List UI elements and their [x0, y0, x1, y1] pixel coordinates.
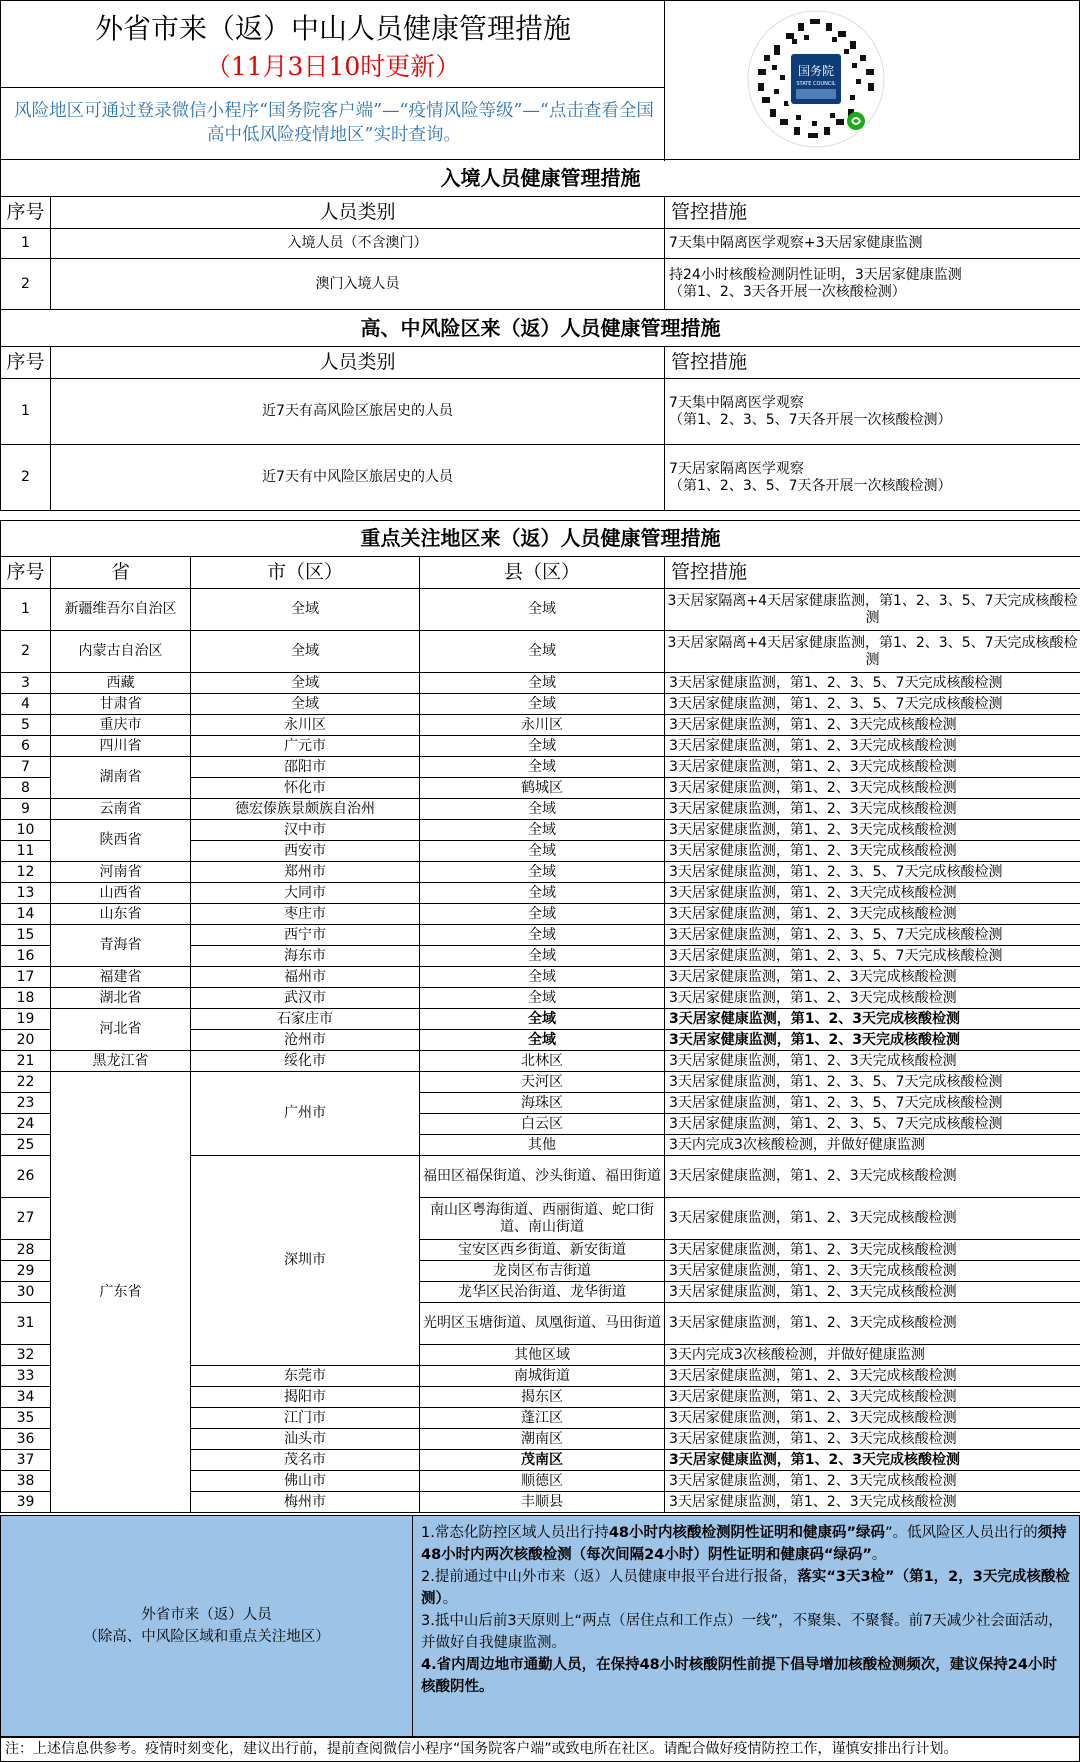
measures: 3天居家健康监测，第1、2、3、5、7天完成核酸检测	[665, 1072, 1080, 1093]
city: 海东市	[191, 946, 420, 967]
city: 枣庄市	[191, 904, 420, 925]
county: 顺德区	[420, 1471, 665, 1492]
col-no: 序号	[1, 557, 51, 589]
row-no: 14	[1, 904, 51, 925]
city: 全域	[191, 631, 420, 673]
measure-line: 7天集中隔离医学观察	[669, 394, 804, 411]
city: 永川区	[191, 715, 420, 736]
county: 全域	[420, 589, 665, 631]
measures: 3天居家健康监测，第1、2、3、5、7天完成核酸检测	[665, 946, 1080, 967]
qr-code-icon[interactable]	[746, 9, 886, 149]
col-category: 人员类别	[51, 197, 665, 229]
province: 黑龙江省	[51, 1051, 191, 1072]
measures: 3天居家健康监测，第1、2、3天完成核酸检测	[665, 757, 1080, 778]
row-no: 29	[1, 1261, 51, 1282]
measures: 3天居家健康监测，第1、2、3天完成核酸检测	[665, 820, 1080, 841]
province: 新疆维吾尔自治区	[51, 589, 191, 631]
row-no: 35	[1, 1408, 51, 1429]
county: 天河区	[420, 1072, 665, 1093]
measures: 3天居家健康监测，第1、2、3、5、7天完成核酸检测	[665, 925, 1080, 946]
province: 四川省	[51, 736, 191, 757]
row-category: 澳门入境人员	[51, 259, 665, 310]
qr-logo-text: 国务院	[797, 64, 835, 78]
row-no: 21	[1, 1051, 51, 1072]
county: 北林区	[420, 1051, 665, 1072]
text: 。	[871, 1547, 887, 1563]
measures: 3天居家健康监测，第1、2、3天完成核酸检测	[665, 1030, 1080, 1051]
measures: 3天居家隔离+4天居家健康监测，第1、2、3、5、7天完成核酸检测	[665, 589, 1080, 631]
row-no: 25	[1, 1135, 51, 1156]
province: 甘肃省	[51, 694, 191, 715]
col-county: 县（区）	[420, 557, 665, 589]
header-left	[1, 1, 665, 161]
query-note: 风险地区可通过登录微信小程序“国务院客户端”—“疫情风险等级”—“点击查看全国高中低风险疫情地区”实时查询。	[14, 101, 654, 145]
table-row	[1, 862, 1080, 883]
row-no: 28	[1, 1240, 51, 1261]
measures: 3天居家健康监测，第1、2、3天完成核酸检测	[665, 1492, 1080, 1513]
measures: 3天居家健康监测，第1、2、3天完成核酸检测	[665, 1387, 1080, 1408]
measures: 3天居家健康监测，第1、2、3天完成核酸检测	[665, 1282, 1080, 1303]
province: 陕西省	[51, 820, 191, 862]
county: 全域	[420, 988, 665, 1009]
measures: 3天居家健康监测，第1、2、3天完成核酸检测	[665, 988, 1080, 1009]
measures: 3天居家健康监测，第1、2、3天完成核酸检测	[665, 1366, 1080, 1387]
row-measures	[665, 259, 1080, 310]
measures: 3天居家健康监测，第1、2、3天完成核酸检测	[665, 1198, 1080, 1240]
row-no: 1	[1, 379, 51, 445]
measures: 3天居家健康监测，第1、2、3天完成核酸检测	[665, 883, 1080, 904]
table-row	[1, 631, 1080, 673]
general-measures-text	[413, 1522, 1077, 1698]
province: 广东省	[51, 1072, 191, 1513]
city: 石家庄市	[191, 1009, 420, 1030]
city: 西安市	[191, 841, 420, 862]
measures: 3天居家健康监测，第1、2、3天完成核酸检测	[665, 1051, 1080, 1072]
province: 云南省	[51, 799, 191, 820]
table-row	[1, 904, 1080, 925]
measure-line: （第1、2、3天各开展一次核酸检测）	[669, 284, 906, 300]
city: 广州市	[191, 1072, 420, 1156]
measures: 3天居家健康监测，第1、2、3天完成核酸检测	[665, 799, 1080, 820]
section-title-risk: 高、中风险区来（返）人员健康管理措施	[1, 310, 1080, 347]
city: 汉中市	[191, 820, 420, 841]
page-title: 外省市来（返）中山人员健康管理措施	[94, 12, 571, 45]
col-no: 序号	[1, 347, 51, 379]
province: 重庆市	[51, 715, 191, 736]
city: 沧州市	[191, 1030, 420, 1051]
row-no: 2	[1, 445, 51, 511]
row-no: 2	[1, 631, 51, 673]
measure-line: （第1、2、3、5、7天各开展一次核酸检测）	[669, 411, 952, 428]
table-row	[1, 736, 1080, 757]
county: 白云区	[420, 1114, 665, 1135]
row-no: 13	[1, 883, 51, 904]
row-no: 22	[1, 1072, 51, 1093]
county: 全域	[420, 673, 665, 694]
row-measures	[665, 379, 1080, 445]
row-no: 10	[1, 820, 51, 841]
measures: 3天居家健康监测，第1、2、3天完成核酸检测	[665, 736, 1080, 757]
county: 全域	[420, 946, 665, 967]
county: 南城街道	[420, 1366, 665, 1387]
city: 佛山市	[191, 1471, 420, 1492]
city: 全域	[191, 673, 420, 694]
province: 湖南省	[51, 757, 191, 799]
county: 其他区域	[420, 1345, 665, 1366]
county: 全域	[420, 631, 665, 673]
city: 全域	[191, 694, 420, 715]
county: 全域	[420, 1030, 665, 1051]
county: 全域	[420, 883, 665, 904]
text: 48小时内核酸检测阴性证明和健康码”绿码	[608, 1525, 886, 1541]
footer-note: 注：上述信息供参考。疫情时刻变化，建议出行前，提前查阅微信小程序“国务院客户端”或致电所在社区。请配合做好疫情防控工作，谨慎安排出行计划。	[0, 1737, 1080, 1762]
city: 东莞市	[191, 1366, 420, 1387]
row-no: 32	[1, 1345, 51, 1366]
row-no: 19	[1, 1009, 51, 1030]
county: 南山区粤海街道、西丽街道、蛇口街道、南山街道	[420, 1198, 665, 1240]
col-measures: 管控措施	[665, 557, 1080, 589]
county: 永川区	[420, 715, 665, 736]
county: 揭东区	[420, 1387, 665, 1408]
city: 郑州市	[191, 862, 420, 883]
province: 西藏	[51, 673, 191, 694]
measures: 3天居家健康监测，第1、2、3天完成核酸检测	[665, 1450, 1080, 1471]
row-no: 18	[1, 988, 51, 1009]
province: 福建省	[51, 967, 191, 988]
measures: 3天居家健康监测，第1、2、3、5、7天完成核酸检测	[665, 862, 1080, 883]
city: 德宏傣族景颇族自治州	[191, 799, 420, 820]
measures: 3天居家健康监测，第1、2、3、5、7天完成核酸检测	[665, 673, 1080, 694]
row-no: 16	[1, 946, 51, 967]
city: 汕头市	[191, 1429, 420, 1450]
col-province: 省	[51, 557, 191, 589]
table-row	[1, 379, 1080, 445]
category-line: 外省市来（返）人员	[141, 1607, 272, 1623]
table-row	[1, 883, 1080, 904]
measures: 3天居家健康监测，第1、2、3天完成核酸检测	[665, 841, 1080, 862]
county: 全域	[420, 1009, 665, 1030]
text: 。	[442, 1591, 458, 1607]
row-no: 11	[1, 841, 51, 862]
county: 宝安区西乡街道、新安街道	[420, 1240, 665, 1261]
city: 广元市	[191, 736, 420, 757]
measures: 3天居家健康监测，第1、2、3、5、7天完成核酸检测	[665, 694, 1080, 715]
measure-line: 持24小时核酸检测阴性证明，3天居家健康监测	[669, 267, 962, 283]
category-line: （除高、中风险区域和重点关注地区）	[83, 1629, 330, 1645]
table-row	[1, 1051, 1080, 1072]
table-row	[1, 799, 1080, 820]
row-no: 34	[1, 1387, 51, 1408]
row-measures: 7天集中隔离医学观察+3天居家健康监测	[665, 229, 1080, 259]
table-row	[1, 1009, 1080, 1030]
province: 山东省	[51, 904, 191, 925]
key-area-table	[0, 520, 1080, 1513]
row-no: 8	[1, 778, 51, 799]
row-no: 33	[1, 1366, 51, 1387]
city: 梅州市	[191, 1492, 420, 1513]
county: 全域	[420, 862, 665, 883]
table-row	[1, 967, 1080, 988]
row-no: 4	[1, 694, 51, 715]
county: 全域	[420, 904, 665, 925]
measure-line: （第1、2、3、5、7天各开展一次核酸检测）	[669, 477, 952, 494]
city: 绥化市	[191, 1051, 420, 1072]
row-no: 39	[1, 1492, 51, 1513]
county: 福田区福保街道、沙头街道、福田街道	[420, 1156, 665, 1198]
col-no: 序号	[1, 197, 51, 229]
row-no: 26	[1, 1156, 51, 1198]
county: 全域	[420, 841, 665, 862]
row-no: 9	[1, 799, 51, 820]
measure-item	[421, 1566, 1071, 1610]
row-no: 3	[1, 673, 51, 694]
text: 落实“3天3检”	[797, 1569, 895, 1585]
general-measures-box	[0, 1515, 1080, 1737]
row-measures	[665, 445, 1080, 511]
city: 邵阳市	[191, 757, 420, 778]
text: （第1，2，3天完成核酸检测）	[421, 1569, 1070, 1607]
city: 西宁市	[191, 925, 420, 946]
county: 全域	[420, 820, 665, 841]
row-no: 27	[1, 1198, 51, 1240]
row-no: 1	[1, 229, 51, 259]
divider	[1, 87, 665, 88]
row-no: 7	[1, 757, 51, 778]
county: 海珠区	[420, 1093, 665, 1114]
measures: 3天居家健康监测，第1、2、3天完成核酸检测	[665, 1471, 1080, 1492]
city: 深圳市	[191, 1156, 420, 1366]
section-title-inbound: 入境人员健康管理措施	[1, 160, 1080, 197]
row-no: 5	[1, 715, 51, 736]
table-row	[1, 589, 1080, 631]
measure-item: 3.抵中山后前3天原则上“两点（居住点和工作点）一线”，不聚集、不聚餐。前7天减少社会面活动，并做好自我健康监测。	[421, 1613, 1063, 1651]
measures: 3天居家健康监测，第1、2、3天完成核酸检测	[665, 778, 1080, 799]
measures: 3天内完成3次核酸检测，并做好健康监测	[665, 1135, 1080, 1156]
county: 蓬江区	[420, 1408, 665, 1429]
measures: 3天居家健康监测，第1、2、3天完成核酸检测	[665, 1240, 1080, 1261]
table-row	[1, 925, 1080, 946]
province: 内蒙古自治区	[51, 631, 191, 673]
row-no: 6	[1, 736, 51, 757]
county: 潮南区	[420, 1429, 665, 1450]
city: 怀化市	[191, 778, 420, 799]
province: 青海省	[51, 925, 191, 967]
measure-item	[421, 1654, 1071, 1698]
measures: 3天居家健康监测，第1、2、3、5、7天完成核酸检测	[665, 1114, 1080, 1135]
measures: 3天居家健康监测，第1、2、3天完成核酸检测	[665, 1009, 1080, 1030]
measures: 3天居家健康监测，第1、2、3天完成核酸检测	[665, 1429, 1080, 1450]
row-no: 36	[1, 1429, 51, 1450]
city: 全域	[191, 589, 420, 631]
row-no: 12	[1, 862, 51, 883]
county: 丰顺县	[420, 1492, 665, 1513]
measures: 3天居家健康监测，第1、2、3、5、7天完成核酸检测	[665, 1093, 1080, 1114]
table-row	[1, 757, 1080, 778]
measures: 3天居家健康监测，第1、2、3天完成核酸检测	[665, 1408, 1080, 1429]
county: 全域	[420, 925, 665, 946]
qr-logo-subtext: STATE COUNCIL	[796, 81, 836, 87]
county: 全域	[420, 736, 665, 757]
row-no: 20	[1, 1030, 51, 1051]
col-measures: 管控措施	[665, 197, 1080, 229]
row-no: 1	[1, 589, 51, 631]
city: 茂名市	[191, 1450, 420, 1471]
measures: 3天居家健康监测，第1、2、3天完成核酸检测	[665, 904, 1080, 925]
county: 龙华区民治街道、龙华街道	[420, 1282, 665, 1303]
table-row	[1, 229, 1080, 259]
measures: 3天居家健康监测，第1、2、3天完成核酸检测	[665, 1261, 1080, 1282]
text: 2.提前通过中山外市来（返）人员健康申报平台进行报备，	[421, 1569, 798, 1585]
table-row	[1, 988, 1080, 1009]
row-category: 近7天有高风险区旅居史的人员	[51, 379, 665, 445]
table-row	[1, 445, 1080, 511]
update-time: （11月3日10时更新）	[205, 52, 461, 81]
county: 全域	[420, 967, 665, 988]
table-row	[1, 694, 1080, 715]
county: 光明区玉塘街道、凤凰街道、马田街道	[420, 1303, 665, 1345]
city: 揭阳市	[191, 1387, 420, 1408]
text: ”。低风险区人员出行的	[885, 1525, 1038, 1541]
section-title-key-areas: 重点关注地区来（返）人员健康管理措施	[1, 521, 1080, 557]
header	[0, 0, 1080, 160]
measures: 3天居家健康监测，第1、2、3天完成核酸检测	[665, 967, 1080, 988]
table-row	[1, 715, 1080, 736]
county: 全域	[420, 757, 665, 778]
row-no: 2	[1, 259, 51, 310]
col-measures: 管控措施	[665, 347, 1080, 379]
province: 山西省	[51, 883, 191, 904]
row-no: 15	[1, 925, 51, 946]
county: 龙岗区布吉街道	[420, 1261, 665, 1282]
row-no: 17	[1, 967, 51, 988]
city: 武汉市	[191, 988, 420, 1009]
measures: 3天居家健康监测，第1、2、3天完成核酸检测	[665, 1156, 1080, 1198]
row-no: 37	[1, 1450, 51, 1471]
row-no: 31	[1, 1303, 51, 1345]
city: 福州市	[191, 967, 420, 988]
measure-line: 7天居家隔离医学观察	[669, 460, 804, 477]
county: 鹤城区	[420, 778, 665, 799]
row-no: 24	[1, 1114, 51, 1135]
measures: 3天居家健康监测，第1、2、3天完成核酸检测	[665, 715, 1080, 736]
measures: 3天居家健康监测，第1、2、3天完成核酸检测	[665, 1303, 1080, 1345]
province: 河北省	[51, 1009, 191, 1051]
measures: 3天居家隔离+4天居家健康监测，第1、2、3、5、7天完成核酸检测	[665, 631, 1080, 673]
city: 大同市	[191, 883, 420, 904]
province: 湖北省	[51, 988, 191, 1009]
row-category: 入境人员（不含澳门）	[51, 229, 665, 259]
row-no: 30	[1, 1282, 51, 1303]
row-no: 23	[1, 1093, 51, 1114]
measure-item	[421, 1522, 1071, 1566]
measures: 3天内完成3次核酸检测，并做好健康监测	[665, 1345, 1080, 1366]
table-row	[1, 259, 1080, 310]
county: 茂南区	[420, 1450, 665, 1471]
text: 须持48小时内两次核酸检测（每次间隔24小时）阴性证明和健康码“绿码”	[421, 1525, 1067, 1563]
table-row	[1, 1072, 1080, 1093]
col-city: 市（区）	[191, 557, 420, 589]
county: 其他	[420, 1135, 665, 1156]
col-category: 人员类别	[51, 347, 665, 379]
table-row	[1, 673, 1080, 694]
inbound-table	[0, 159, 1080, 511]
city: 江门市	[191, 1408, 420, 1429]
general-category	[1, 1516, 413, 1736]
province: 河南省	[51, 862, 191, 883]
row-no: 38	[1, 1471, 51, 1492]
text: 4.省内周边地市通勤人员，在保持48小时核酸阴性前提下倡导增加核酸检测频次，建议保持24小时核酸阴性。	[421, 1657, 1057, 1695]
text: 1.常态化防控区域人员出行持	[421, 1525, 609, 1541]
county: 全域	[420, 799, 665, 820]
county: 全域	[420, 694, 665, 715]
row-category: 近7天有中风险区旅居史的人员	[51, 445, 665, 511]
table-row	[1, 820, 1080, 841]
